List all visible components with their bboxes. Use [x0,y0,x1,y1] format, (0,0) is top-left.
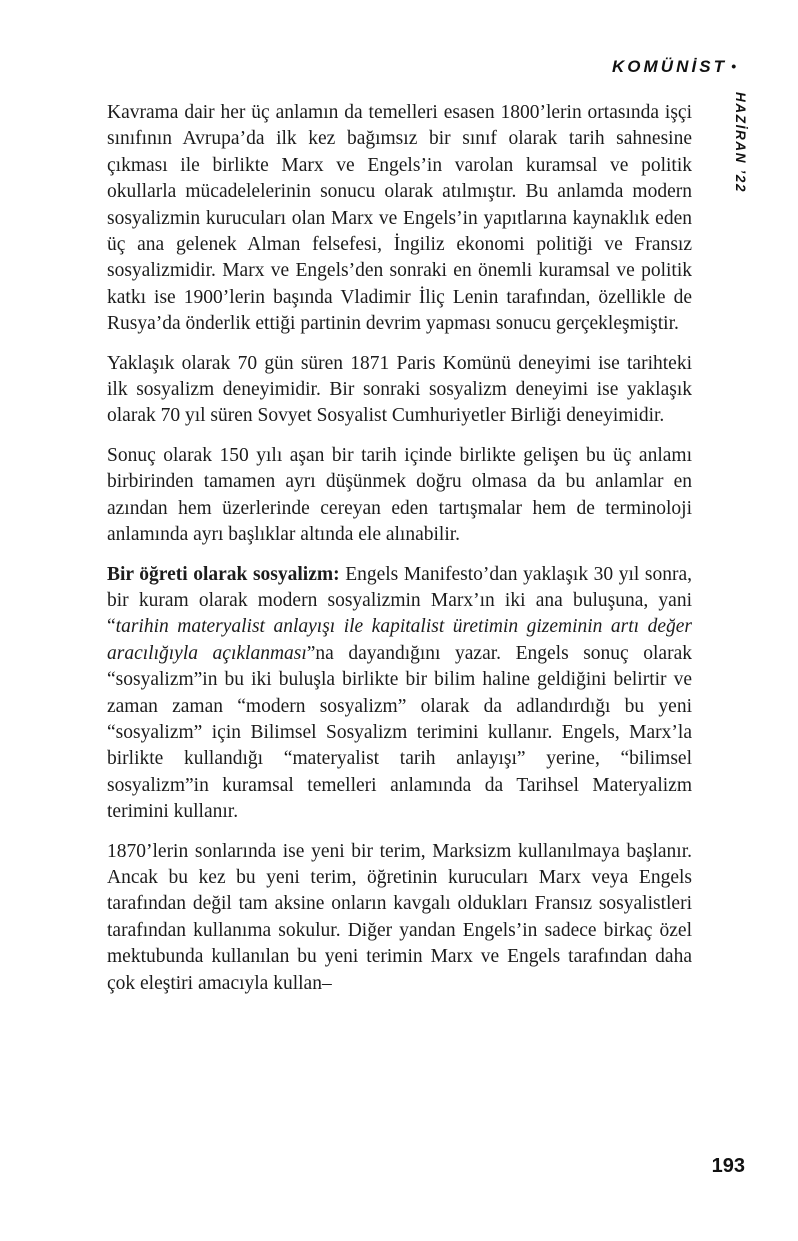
paragraph [107,443,692,549]
text-run-normal: Sonuç olarak 150 yılı aşan bir tarih içinde birlikte gelişen bu üç anlamı birbirinden tamamen ayrı düşünmek doğru olmasa da bu anlamlar en azından hem üzerlerinde cereyan eden tartışmalar hem de terminoloji anlamında ayrı başlıklar altında ele alınabilir. [107,444,692,546]
journal-header [612,57,736,77]
text-run-bold: Bir öğreti olarak sosyalizm: [107,563,346,585]
text-run-normal: Kavrama dair her üç anlamın da temelleri esasen 1800’lerin ortasında işçi sınıfının Avrupa’da ilk kez bağımsız bir sınıf olarak tarih sahnesine çıkması ile birlikte Marx ve Engels’in varolan kuramsal ve politik okullarla mücadelelerinin sonucu olarak atılmıştır. Bu anlamda modern sosyalizmin kurucuları olan Marx ve Engels’in yapıtlarına kaynaklık eden üç ana gelenek Alman felsefesi, İngiliz ekonomi politiği ve Fransız sosyalizmidir. Marx ve Engels’den sonraki en önemli kuramsal ve politik katkı ise 1900’lerin başında Vladimir İliç Lenin tarafından, özellikle de Rusya’da önderlik ettiği partinin devrim yapması sonucu gerçekleşmiştir. [107,102,692,335]
text-run-normal: Engels Manifesto’dan yaklaşık 30 yıl sonra, bir kuram olarak modern sosyalizmin Marx’ın iki ana buluşuna, yani “ [107,563,692,638]
issue-label: HAZİRAN ’22 [733,92,748,194]
text-run-normal: Yaklaşık olarak 70 gün süren 1871 Paris Komünü deneyimi ise tarihteki ilk sosyalizm deneyimidir. Bir sonraki sosyalizm deneyimi ise yaklaşık olarak 70 yıl süren Sovyet Sosyalist Cumhuriyetler Birliği deneyimidir. [107,352,692,427]
paragraph [107,351,692,430]
body-paragraphs [107,100,692,1010]
paragraph [107,100,692,338]
paragraph [107,562,692,826]
page-number: 193 [711,1155,745,1177]
text-run-normal: 1870’lerin sonlarında ise yeni bir terim, Marksizm kullanılmaya başlanır. Ancak bu kez bu yeni terim, öğretinin kurucuları Marx veya Engels tarafından değil tam aksine onların kavgalı oldukları Fransız sosyalistleri tarafından kullanıma sokulur. Diğer yandan Engels’in sadece birkaç özel mektubunda kullanılan bu yeni terimin Marx ve Engels tarafından daha çok eleştiri amacıyla kullan– [107,840,692,994]
text-run-italic: tarihin materyalist anlayışı ile kapitalist üretimin gizeminin artı değer aracılığıyla açıklanması [107,616,692,664]
bullet-icon: • [731,58,736,74]
text-run-normal: ”na dayandığını yazar. Engels sonuç olarak “sosyalizm”in bu iki buluşla birlikte bir bilim haline geldiğini belirtir ve zaman zaman “modern sosyalizm” olarak da adlandırdığı bu yeni “sosyalizm” için Bilimsel Sosyalizm terimini kullanır. Engels, Marx’la birlikte kullandığı “materyalist tarih anlayışı” yerine, “bilimsel sosyalizm”in kuramsal temelleri anlamında da Tarihsel Materyalizm terimini kullanır. [107,642,692,823]
paragraph [107,839,692,997]
journal-title: KOMÜNİST [611,57,728,76]
